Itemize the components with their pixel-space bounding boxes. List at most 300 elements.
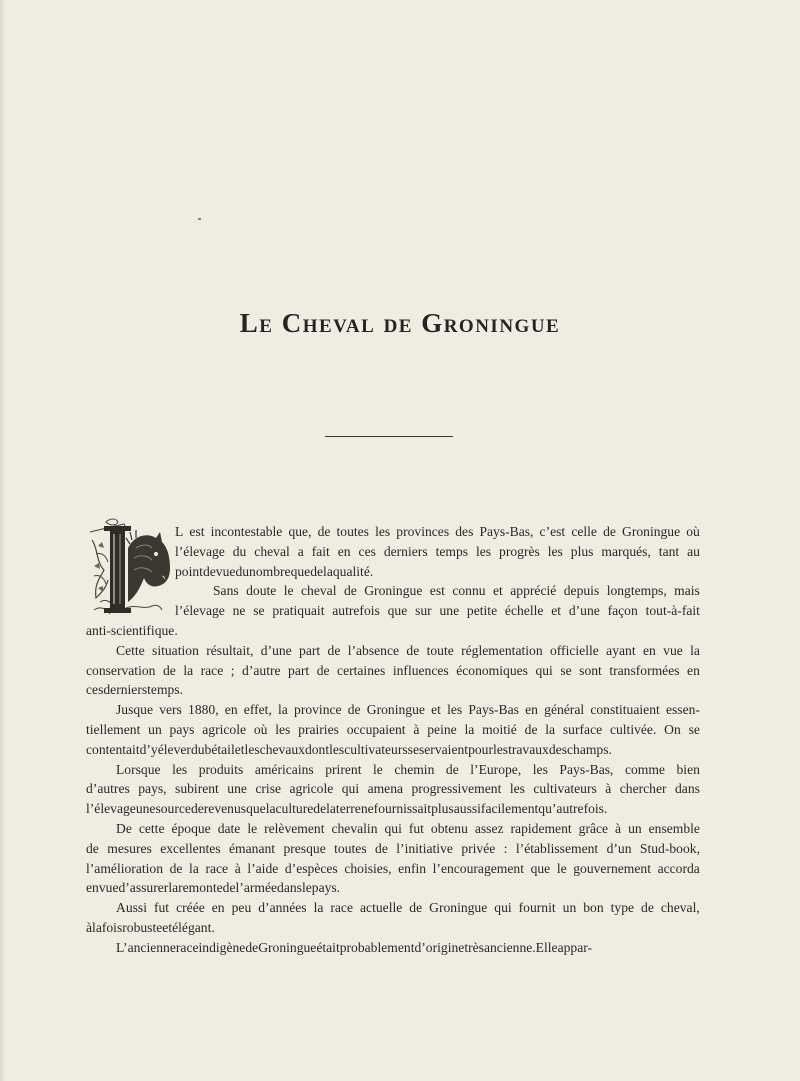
word: race: [200, 662, 224, 678]
word: la: [323, 563, 333, 579]
word: doute: [246, 583, 277, 599]
word: d’y: [139, 741, 158, 757]
word: est: [189, 524, 205, 539]
word: effet,: [243, 702, 272, 718]
word: pratiquait: [272, 603, 325, 619]
word: pour: [468, 741, 493, 757]
text-line: [86, 641, 700, 661]
word: travaux: [508, 741, 549, 757]
word: d’un: [606, 840, 632, 856]
word: que: [290, 563, 311, 579]
word: de: [190, 801, 204, 817]
word: était: [316, 939, 340, 955]
word: derniers: [103, 682, 148, 698]
word: assez: [474, 820, 504, 836]
word: contentait: [86, 741, 140, 757]
word: date: [217, 820, 241, 836]
word: terre: [335, 801, 361, 817]
word: de: [317, 524, 331, 539]
word: se: [253, 603, 265, 619]
word: que: [530, 860, 551, 876]
word: de: [327, 642, 341, 658]
word: les: [375, 524, 391, 539]
word: un: [562, 900, 577, 916]
word: l’élevage: [86, 801, 136, 817]
word: pays,: [138, 781, 167, 797]
word: les: [172, 761, 188, 777]
word: et: [493, 583, 503, 599]
word: de: [316, 662, 330, 678]
word: américains: [254, 761, 314, 777]
word: longtemps,: [606, 583, 667, 599]
word: gouvernement: [573, 860, 651, 876]
text-line: [86, 819, 700, 839]
word: créée: [176, 900, 205, 916]
word: cultivée.: [609, 721, 657, 737]
word: Sans: [213, 583, 239, 599]
word: mais: [674, 583, 700, 599]
word: à: [615, 820, 622, 836]
word: l’absence: [347, 642, 400, 658]
word: en: [687, 662, 700, 678]
word: tiellement: [86, 721, 141, 737]
word: du: [232, 543, 247, 559]
word: d’années: [258, 900, 307, 916]
text-line: [86, 661, 700, 681]
word: de: [406, 642, 420, 658]
word: l’élevage: [175, 543, 225, 559]
word: toutes: [336, 524, 369, 539]
word: bien: [676, 761, 700, 777]
word: résultait,: [206, 642, 254, 658]
word: le: [556, 860, 567, 876]
word: cheval,: [660, 900, 700, 916]
stray-ink-mark: [198, 218, 201, 220]
word: ne: [232, 603, 246, 619]
text-line: [175, 581, 700, 601]
word: général: [544, 702, 585, 718]
word: l’élevage: [175, 603, 225, 619]
text-line: [175, 562, 700, 582]
word: de: [169, 860, 183, 876]
word: fois: [101, 919, 123, 935]
word: bon: [583, 900, 604, 916]
word: appar-: [557, 939, 593, 955]
word: depuis: [563, 583, 600, 599]
word: de: [445, 761, 459, 777]
word: Lorsque: [116, 761, 161, 777]
word: excellentes: [160, 840, 221, 856]
word: connu: [452, 583, 486, 599]
word: d’autre: [242, 662, 281, 678]
word: rapidement: [510, 820, 572, 836]
text-line: [175, 522, 700, 542]
word: façon: [607, 603, 638, 619]
word: le: [373, 761, 383, 777]
word: un: [148, 721, 162, 737]
word: la: [189, 860, 199, 876]
word: derniers: [383, 543, 428, 559]
word: actuelle: [360, 900, 403, 916]
word: fut: [408, 820, 424, 836]
word: ces: [86, 682, 104, 698]
word: la: [265, 801, 276, 817]
word: petite: [466, 603, 498, 619]
word: les: [547, 543, 563, 559]
word: de: [86, 840, 99, 856]
word: enfin: [398, 860, 427, 876]
word: réglementation: [461, 642, 543, 658]
word: une: [135, 801, 156, 817]
word: qui: [341, 781, 360, 797]
word: Jusque: [116, 702, 154, 718]
word: c’est: [539, 524, 566, 539]
page-title: Le Cheval de Groningue: [239, 308, 561, 338]
word: moitié: [482, 721, 517, 737]
word: à: [605, 781, 612, 797]
text-line: [86, 839, 700, 859]
word: d’autres: [86, 781, 130, 797]
word: fut: [153, 900, 170, 916]
word: au: [687, 543, 700, 559]
word: constituaient: [590, 702, 660, 718]
word: qui: [535, 662, 553, 678]
word: a: [297, 543, 304, 559]
word: ancienne.: [483, 939, 536, 955]
word: en: [525, 702, 538, 718]
text-line: [86, 779, 700, 799]
word: facilement: [480, 801, 539, 817]
text-line: [86, 859, 700, 879]
word: en: [86, 880, 99, 896]
word: essen-: [665, 702, 700, 718]
word: culture: [275, 801, 314, 817]
word: fournit: [518, 900, 556, 916]
word: qui: [494, 900, 512, 916]
word: incontestable: [210, 524, 283, 539]
word: temps.: [147, 682, 184, 698]
word: et: [551, 603, 562, 619]
word: province: [294, 702, 342, 718]
word: :: [503, 840, 508, 856]
word: la: [278, 702, 288, 718]
word: pays: [169, 721, 195, 737]
word: servaient: [418, 741, 469, 757]
word: fournissait: [373, 801, 432, 817]
word: ayant: [606, 642, 636, 658]
word: vue: [663, 642, 683, 658]
word: anti-scientifique.: [86, 622, 178, 638]
word: un: [628, 820, 642, 836]
word: l’établissement: [515, 840, 599, 856]
word: Elle: [535, 939, 558, 955]
word: progrès: [499, 543, 540, 559]
word: la: [313, 900, 324, 916]
word: pays.: [311, 880, 341, 896]
word: de: [347, 702, 361, 718]
word: prairies: [298, 721, 339, 737]
word: que: [246, 801, 266, 817]
word: de: [603, 524, 616, 539]
word: du: [190, 741, 205, 757]
word: Groningue: [366, 702, 425, 718]
word: chevalin: [331, 820, 378, 836]
word: nombre: [249, 563, 291, 579]
word: que: [387, 603, 408, 619]
word: Groningue: [364, 583, 423, 599]
word: conservation: [86, 662, 156, 678]
word: provinces: [396, 524, 450, 539]
word: de: [310, 563, 324, 579]
word: Pays-Bas,: [559, 761, 614, 777]
word: la: [183, 662, 194, 678]
word: dans: [277, 880, 302, 896]
word: élever: [157, 741, 191, 757]
word: époque: [171, 820, 211, 836]
word: une: [227, 781, 247, 797]
word: ;: [230, 662, 235, 678]
text-line: [86, 918, 700, 938]
word: source: [155, 801, 191, 817]
word: Groningue: [622, 524, 681, 539]
word: de: [245, 939, 259, 955]
word: des: [455, 524, 474, 539]
word: l’initiative: [396, 840, 453, 856]
word: presque: [283, 840, 326, 856]
word: et: [162, 919, 173, 935]
word: prirent: [325, 761, 362, 777]
word: l’armée: [235, 880, 278, 896]
word: de: [202, 563, 216, 579]
word: tant: [658, 543, 680, 559]
word: l’aide: [247, 860, 279, 876]
word: et: [234, 741, 245, 757]
word: d’une: [260, 642, 292, 658]
word: crise: [255, 781, 282, 797]
word: chercher: [619, 781, 667, 797]
text-line: [86, 621, 700, 641]
word: champs.: [566, 741, 612, 757]
word: d’origine: [414, 939, 465, 955]
word: se: [688, 721, 700, 737]
word: est: [429, 583, 445, 599]
word: Stud-book,: [639, 840, 700, 856]
word: fait: [311, 543, 330, 559]
word: les: [275, 721, 291, 737]
word: produits: [198, 761, 244, 777]
word: de: [313, 801, 327, 817]
word: la: [464, 721, 475, 737]
word: les: [532, 761, 548, 777]
word: Aussi: [116, 900, 147, 916]
word: chemin: [394, 761, 435, 777]
word: la: [92, 919, 102, 935]
word: de: [162, 662, 176, 678]
word: en: [642, 642, 656, 658]
text-line: [86, 700, 700, 720]
word: sur: [415, 603, 432, 619]
word: de: [343, 583, 357, 599]
word: à: [413, 721, 420, 737]
word: cultivateurs: [533, 781, 597, 797]
word: accorda: [657, 860, 700, 876]
word: mesures: [107, 840, 152, 856]
word: de: [222, 880, 236, 896]
word: race: [330, 900, 354, 916]
word: progressivement: [411, 781, 502, 797]
word: type: [610, 900, 635, 916]
word: bétail: [204, 741, 235, 757]
word: les: [244, 741, 260, 757]
word: le: [301, 880, 312, 896]
word: race: [175, 939, 199, 955]
word: temps: [435, 543, 469, 559]
word: vue: [215, 563, 236, 579]
word: obtenu: [430, 820, 468, 836]
word: ces: [358, 543, 376, 559]
word: d’une: [568, 603, 600, 619]
word: les: [509, 781, 525, 797]
word: apprécié: [510, 583, 557, 599]
word: très: [464, 939, 484, 955]
word: surface: [562, 721, 603, 737]
word: cultivateurs: [344, 741, 408, 757]
word: en: [211, 900, 225, 916]
word: le: [283, 583, 294, 599]
word: où: [253, 721, 268, 737]
word: à: [234, 860, 241, 876]
text-line: [175, 542, 700, 562]
word: qui: [384, 820, 402, 836]
horse-head-engraving-icon: [86, 518, 172, 618]
word: en: [224, 702, 238, 718]
word: Groningue: [258, 939, 317, 955]
word: subirent: [175, 781, 219, 797]
word: L: [175, 524, 184, 539]
text-line: [86, 898, 700, 918]
word: amena: [367, 781, 404, 797]
word: que,: [288, 524, 312, 539]
word: des: [548, 741, 567, 757]
word: aussi: [453, 801, 481, 817]
word: dont: [304, 741, 330, 757]
text-line: [86, 680, 700, 700]
word: marqués,: [601, 543, 651, 559]
word: point: [175, 563, 203, 579]
word: cette: [138, 820, 165, 836]
text-line: [86, 799, 700, 819]
word: chevaux: [259, 741, 305, 757]
word: Pays-Bas: [468, 702, 519, 718]
word: situation: [152, 642, 199, 658]
word: se: [560, 662, 572, 678]
word: tout-à-fait: [645, 603, 700, 619]
word: revenus: [203, 801, 247, 817]
word: part: [299, 642, 321, 658]
word: les: [447, 702, 463, 718]
word: le: [247, 820, 258, 836]
word: part: [288, 662, 310, 678]
word: Groningue: [429, 900, 488, 916]
word: toute: [426, 642, 454, 658]
word: 1880,: [188, 702, 219, 718]
word: ne: [360, 801, 374, 817]
word: d’espèces: [284, 860, 338, 876]
word: vue: [98, 880, 119, 896]
word: officielle: [549, 642, 599, 658]
word: dans: [675, 781, 700, 797]
word: certaines: [337, 662, 386, 678]
word: privée: [461, 840, 496, 856]
word: L’ancienne: [116, 939, 176, 955]
word: en: [337, 543, 351, 559]
word: économiques: [456, 662, 528, 678]
page-edge: [0, 0, 6, 1081]
title-rule: [325, 436, 453, 437]
word: plus: [431, 801, 454, 817]
word: qualité.: [332, 563, 374, 579]
word: élégant.: [172, 919, 215, 935]
word: de: [375, 840, 388, 856]
word: l’amélioration: [86, 860, 164, 876]
word: d’assurer: [118, 880, 169, 896]
word: agricole: [289, 781, 334, 797]
word: influences: [392, 662, 449, 678]
word: celle: [571, 524, 597, 539]
word: échelle: [504, 603, 544, 619]
word: de: [641, 900, 654, 916]
body-text: [86, 522, 700, 958]
word: occupaient: [346, 721, 406, 737]
text-line: [175, 601, 700, 621]
word: du: [235, 563, 250, 579]
text-line: [86, 760, 700, 780]
text-line: [86, 938, 700, 958]
text-line: [86, 740, 700, 760]
word: les: [475, 543, 492, 559]
word: race: [205, 860, 229, 876]
word: sont: [579, 662, 602, 678]
word: la: [690, 642, 700, 658]
word: relèvement: [264, 820, 325, 836]
word: les: [329, 741, 345, 757]
word: grâce: [578, 820, 609, 836]
word: la: [545, 721, 556, 737]
word: et: [431, 702, 441, 718]
word: la: [326, 801, 336, 817]
word: autrefois: [332, 603, 380, 619]
word: ensemble: [648, 820, 700, 836]
word: à: [86, 919, 93, 935]
word: l’Europe,: [470, 761, 522, 777]
word: se: [407, 741, 419, 757]
word: comme: [624, 761, 665, 777]
word: transformées: [609, 662, 680, 678]
word: Cette: [116, 642, 145, 658]
word: agricole: [202, 721, 247, 737]
text-line: [86, 878, 700, 898]
text-line: [86, 720, 700, 740]
word: de: [409, 900, 423, 916]
word: remonte: [178, 880, 223, 896]
word: De: [116, 820, 132, 836]
word: de: [524, 721, 538, 737]
word: robuste: [122, 919, 163, 935]
word: cheval: [301, 583, 337, 599]
word: émanant: [229, 840, 276, 856]
word: probablement: [339, 939, 415, 955]
word: indigène: [198, 939, 246, 955]
